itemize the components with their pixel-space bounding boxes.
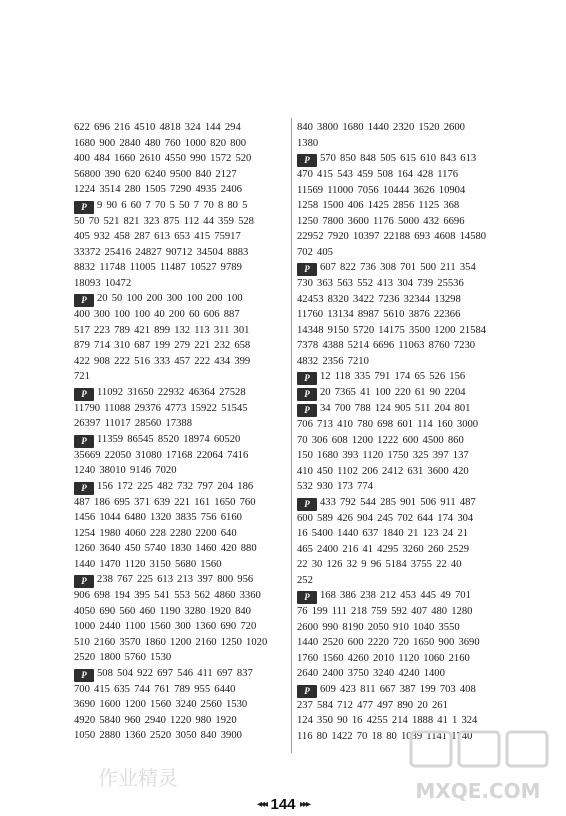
page-ref-badge: P bbox=[297, 498, 317, 511]
answer-text: 8832 11748 11005 11487 10527 9789 bbox=[74, 262, 242, 273]
answer-line bbox=[297, 448, 511, 464]
answer-line bbox=[297, 651, 511, 667]
page-ref-badge: P bbox=[297, 263, 317, 276]
answer-line bbox=[74, 260, 286, 276]
answer-text: 22952 7920 10397 22188 693 4608 14580 bbox=[297, 231, 487, 242]
answer-line bbox=[297, 557, 511, 573]
answer-line bbox=[297, 604, 511, 620]
answer-block bbox=[74, 198, 286, 292]
answer-line bbox=[297, 136, 511, 152]
answer-block bbox=[297, 588, 511, 682]
answer-text: 1250 7800 3600 1176 5000 432 6696 bbox=[297, 215, 465, 227]
answer-block bbox=[297, 401, 511, 495]
answer-line bbox=[74, 479, 286, 495]
answer-line bbox=[297, 635, 511, 651]
page-ref-badge: P bbox=[297, 591, 317, 604]
answer-line bbox=[74, 697, 286, 713]
answer-line bbox=[74, 526, 286, 542]
answer-line bbox=[297, 464, 511, 480]
answer-block bbox=[74, 432, 286, 479]
answer-text: 237 584 712 477 497 890 20 261 bbox=[297, 699, 448, 711]
answer-text: 4050 690 560 460 1190 3280 1920 840 bbox=[74, 605, 251, 617]
answer-line bbox=[74, 728, 286, 744]
answer-line bbox=[74, 214, 286, 230]
answer-line bbox=[297, 385, 511, 401]
answer-line bbox=[297, 682, 511, 698]
answer-text: 730 363 563 552 413 304 739 25536 bbox=[297, 278, 464, 289]
next-arrows: ▸▸▸ bbox=[299, 799, 310, 810]
answer-line bbox=[297, 542, 511, 558]
answer-line bbox=[297, 151, 511, 167]
answer-text: 33372 25416 24827 90712 34504 8883 bbox=[74, 246, 249, 258]
answer-line bbox=[74, 338, 286, 354]
page-ref-badge: P bbox=[297, 372, 317, 385]
answer-line bbox=[297, 369, 511, 385]
answer-text: 1000 2440 1100 1560 300 1360 690 720 bbox=[74, 621, 257, 632]
answer-block bbox=[297, 369, 511, 385]
answer-line bbox=[74, 510, 286, 526]
answer-text: 510 2160 3570 1860 1200 2160 1250 1020 bbox=[74, 636, 268, 648]
answer-text: 18093 10472 bbox=[74, 277, 132, 289]
page-ref-badge: P bbox=[297, 404, 317, 417]
answer-text: 1240 38010 9146 7020 bbox=[74, 465, 177, 476]
answer-line bbox=[74, 276, 286, 292]
answer-line bbox=[297, 620, 511, 636]
answer-text: 465 2400 216 41 4295 3260 260 2529 bbox=[297, 543, 470, 555]
answer-text: 410 450 1102 206 2412 631 3600 420 bbox=[297, 465, 469, 477]
answer-text: 508 504 922 697 546 411 697 837 bbox=[97, 667, 253, 679]
answer-line bbox=[74, 182, 286, 198]
answer-line bbox=[74, 151, 286, 167]
answer-text: 4832 2356 7210 bbox=[297, 355, 369, 367]
answer-text: 1456 1044 6480 1320 3835 756 6160 bbox=[74, 512, 242, 523]
answer-block bbox=[297, 120, 511, 151]
answer-text: 1760 1560 4260 2010 1120 1060 2160 bbox=[297, 652, 470, 664]
page-ref-badge: P bbox=[74, 669, 94, 682]
answer-line bbox=[74, 619, 286, 635]
answer-line bbox=[297, 401, 511, 417]
answer-line bbox=[297, 588, 511, 604]
answer-text: 1224 3514 280 1505 7290 4935 2406 bbox=[74, 184, 242, 195]
answer-line bbox=[74, 307, 286, 323]
answer-line bbox=[74, 120, 286, 136]
answer-line bbox=[297, 698, 511, 714]
answer-line bbox=[297, 323, 511, 339]
answer-text: 2600 990 8190 2050 910 1040 3550 bbox=[297, 621, 460, 633]
answer-block bbox=[74, 572, 286, 666]
column-divider bbox=[291, 118, 292, 753]
answer-text: 532 930 173 774 bbox=[297, 481, 374, 492]
answer-line bbox=[74, 682, 286, 698]
answer-line bbox=[297, 417, 511, 433]
page-ref-badge: P bbox=[74, 388, 94, 401]
answer-line bbox=[74, 136, 286, 152]
page-ref-badge: P bbox=[74, 294, 94, 307]
answer-text: 1254 1980 4060 228 2280 2200 640 bbox=[74, 527, 237, 539]
answer-text: 124 350 90 16 4255 214 1888 41 1 324 bbox=[297, 715, 478, 726]
answer-block bbox=[297, 260, 511, 369]
page-ref-badge: P bbox=[74, 482, 94, 495]
answer-text: 156 172 225 482 732 797 204 186 bbox=[97, 480, 254, 492]
answer-line bbox=[74, 167, 286, 183]
page-ref-badge: P bbox=[74, 575, 94, 588]
answer-line bbox=[74, 635, 286, 651]
answer-line bbox=[297, 573, 511, 589]
answer-line bbox=[74, 198, 286, 214]
answer-line bbox=[74, 385, 286, 401]
answer-text: 168 386 238 212 453 445 49 701 bbox=[320, 590, 471, 601]
answer-text: 11790 11088 29376 4773 15922 51545 bbox=[74, 402, 248, 414]
answer-text: 517 223 789 421 899 132 113 311 301 bbox=[74, 324, 250, 336]
answer-line bbox=[297, 183, 511, 199]
answer-block bbox=[74, 291, 286, 385]
answer-line bbox=[297, 495, 511, 511]
answer-line bbox=[74, 588, 286, 604]
watermark-chinese: 作业精灵 bbox=[98, 766, 178, 790]
page-ref-badge: P bbox=[74, 201, 94, 214]
answer-line bbox=[74, 369, 286, 385]
answer-text: 11359 86545 8520 18974 60520 bbox=[97, 433, 241, 445]
answer-line bbox=[74, 291, 286, 307]
answer-line bbox=[74, 463, 286, 479]
answer-text: 16 5400 1440 637 1840 21 123 24 21 bbox=[297, 528, 468, 539]
answer-line bbox=[297, 260, 511, 276]
answer-line bbox=[297, 354, 511, 370]
answer-line bbox=[297, 479, 511, 495]
answer-text: 20 50 100 200 300 100 200 100 bbox=[97, 293, 243, 304]
answer-text: 400 484 1660 2610 4550 990 1572 520 bbox=[74, 153, 252, 164]
answer-line bbox=[74, 229, 286, 245]
answer-text: 12 118 335 791 174 65 526 156 bbox=[320, 371, 466, 382]
answer-text: 622 696 216 4510 4818 324 144 294 bbox=[74, 122, 241, 133]
answer-line bbox=[74, 401, 286, 417]
answer-text: 1260 3640 450 5740 1830 1460 420 880 bbox=[74, 543, 257, 554]
answer-text: 400 300 100 100 40 200 60 606 887 bbox=[74, 309, 240, 320]
answer-line bbox=[74, 666, 286, 682]
answer-text: 34 700 788 124 905 511 204 801 bbox=[320, 403, 471, 414]
answer-text: 570 850 848 505 615 610 843 613 bbox=[320, 153, 477, 164]
answer-line bbox=[74, 541, 286, 557]
page-number: 144 bbox=[270, 796, 296, 813]
answer-line bbox=[297, 276, 511, 292]
answer-text: 7378 4388 5214 6696 11063 8760 7230 bbox=[297, 340, 476, 351]
answer-text: 840 3800 1680 1440 2320 1520 2600 bbox=[297, 122, 465, 133]
answer-text: 1258 1500 406 1425 2856 1125 368 bbox=[297, 200, 460, 211]
page-ref-badge: P bbox=[74, 435, 94, 448]
answer-text: 116 80 1422 70 18 80 1039 1141 1740 bbox=[297, 730, 473, 742]
answer-text: 22 30 126 32 9 96 5184 3755 22 40 bbox=[297, 559, 462, 570]
answer-line bbox=[297, 526, 511, 542]
left-column bbox=[74, 120, 286, 744]
answer-line bbox=[297, 292, 511, 308]
answer-line bbox=[74, 245, 286, 261]
answer-text: 607 822 736 308 701 500 211 354 bbox=[320, 262, 476, 273]
answer-text: 470 415 543 459 508 164 428 1176 bbox=[297, 169, 459, 180]
answer-text: 70 306 608 1200 1222 600 4500 860 bbox=[297, 434, 464, 446]
answer-block bbox=[74, 479, 286, 573]
answer-text: 56800 390 620 6240 9500 840 2127 bbox=[74, 168, 237, 180]
answer-line bbox=[297, 433, 511, 449]
answer-text: 3690 1600 1200 1560 3240 2560 1530 bbox=[74, 699, 248, 710]
answer-line bbox=[74, 713, 286, 729]
answer-text: 252 bbox=[297, 574, 313, 586]
answer-line bbox=[297, 245, 511, 261]
answer-text: 50 70 521 821 323 875 112 44 359 528 bbox=[74, 215, 254, 227]
answer-text: 433 792 544 285 901 506 911 487 bbox=[320, 496, 476, 508]
answer-text: 1050 2880 1360 2520 3050 840 3900 bbox=[74, 730, 242, 741]
answer-text: 150 1680 393 1120 1750 325 397 137 bbox=[297, 450, 469, 461]
answer-text: 700 415 635 744 761 789 955 6440 bbox=[74, 683, 236, 695]
answer-line bbox=[74, 323, 286, 339]
answer-text: 721 bbox=[74, 371, 90, 382]
answer-line bbox=[297, 713, 511, 729]
answer-text: 906 698 194 395 541 553 562 4860 3360 bbox=[74, 590, 261, 601]
answer-text: 11569 11000 7056 10444 3626 10904 bbox=[297, 184, 466, 196]
answer-text: 11092 31650 22932 46364 27528 bbox=[97, 386, 246, 398]
answer-text: 1380 bbox=[297, 137, 319, 149]
answer-line bbox=[297, 214, 511, 230]
answer-line bbox=[297, 666, 511, 682]
answer-text: 42453 8320 3422 7236 32344 13298 bbox=[297, 293, 461, 305]
prev-arrows: ◂◂◂ bbox=[256, 799, 267, 810]
answer-text: 2640 2400 3750 3240 4240 1400 bbox=[297, 668, 445, 679]
page-ref-badge: P bbox=[297, 388, 317, 401]
answer-line bbox=[297, 167, 511, 183]
answer-line bbox=[297, 229, 511, 245]
answer-text: 35669 22050 31080 17168 22064 7416 bbox=[74, 449, 249, 461]
answer-line bbox=[74, 432, 286, 448]
watermark-site: MXQE.COM bbox=[415, 779, 541, 803]
answer-text: 2520 1800 5760 1530 bbox=[74, 652, 172, 663]
answer-text: 4920 5840 960 2940 1220 980 1920 bbox=[74, 714, 237, 726]
answer-line bbox=[297, 198, 511, 214]
answer-line bbox=[297, 338, 511, 354]
answer-text: 1440 2520 600 2220 720 1650 900 3690 bbox=[297, 637, 480, 648]
answer-text: 1440 1470 1120 3150 5680 1560 bbox=[74, 558, 222, 570]
answer-line bbox=[74, 354, 286, 370]
answer-line bbox=[297, 307, 511, 323]
answer-line bbox=[297, 120, 511, 136]
answer-line bbox=[74, 604, 286, 620]
answer-text: 702 405 bbox=[297, 246, 333, 258]
answer-block bbox=[297, 495, 511, 589]
answer-text: 600 589 426 904 245 702 644 174 304 bbox=[297, 512, 474, 524]
answer-block bbox=[297, 385, 511, 401]
answer-line bbox=[74, 416, 286, 432]
answer-line bbox=[74, 557, 286, 573]
answer-text: 405 932 458 287 613 653 415 75917 bbox=[74, 231, 241, 242]
answer-text: 879 714 310 687 199 279 221 232 658 bbox=[74, 340, 251, 351]
page-footer bbox=[0, 796, 566, 814]
answer-text: 26397 11017 28560 17388 bbox=[74, 418, 192, 429]
answer-line bbox=[297, 511, 511, 527]
answer-text: 20 7365 41 100 220 61 90 2204 bbox=[320, 387, 466, 398]
answer-text: 238 767 225 613 213 397 800 956 bbox=[97, 574, 254, 585]
answer-block bbox=[74, 120, 286, 198]
answer-text: 1680 900 2840 480 760 1000 820 800 bbox=[74, 137, 247, 149]
answer-text: 487 186 695 371 639 221 161 1650 760 bbox=[74, 496, 256, 508]
answer-block bbox=[74, 385, 286, 432]
page-ref-badge: P bbox=[297, 154, 317, 167]
answer-text: 706 713 410 780 698 601 114 160 3000 bbox=[297, 419, 479, 430]
answer-line bbox=[74, 572, 286, 588]
answer-line bbox=[74, 448, 286, 464]
answer-line bbox=[74, 495, 286, 511]
answer-text: 14348 9150 5720 14175 3500 1200 21584 bbox=[297, 324, 487, 336]
answer-line bbox=[74, 650, 286, 666]
answer-text: 76 199 111 218 759 592 407 480 1280 bbox=[297, 606, 473, 617]
page-ref-badge: P bbox=[297, 685, 317, 698]
answer-text: 11760 13134 8987 5610 3876 22366 bbox=[297, 309, 461, 320]
answer-text: 422 908 222 516 333 457 222 434 399 bbox=[74, 355, 251, 367]
answer-text: 609 423 811 667 387 199 703 408 bbox=[320, 683, 476, 695]
answer-block bbox=[74, 666, 286, 744]
right-column bbox=[297, 120, 511, 744]
answer-text: 9 90 6 60 7 70 5 50 7 70 8 80 5 bbox=[97, 199, 248, 211]
answer-block bbox=[297, 151, 511, 260]
